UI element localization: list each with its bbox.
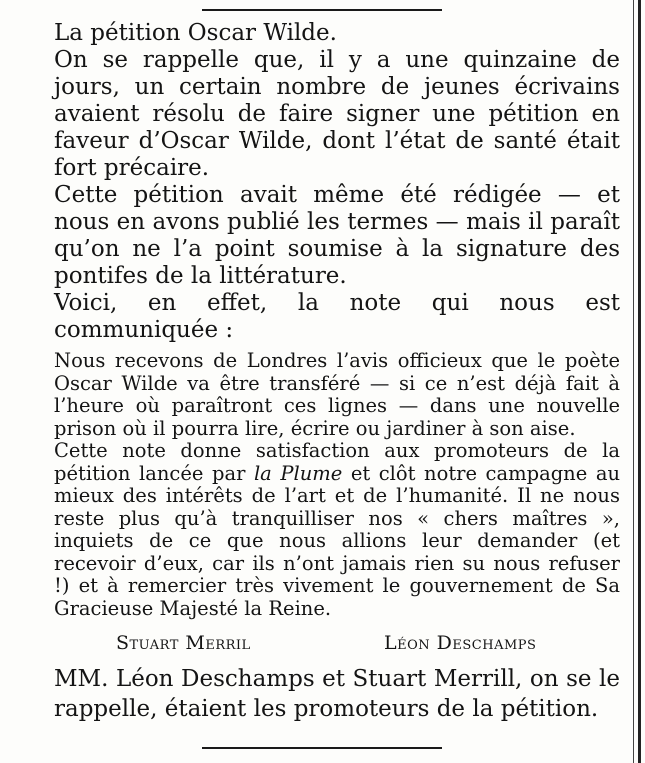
bottom-separator-rule: [202, 747, 442, 749]
paragraph-3: Voici, en effet, la note qui nous est communiquée :: [54, 290, 620, 343]
article-headline: La pétition Oscar Wilde.: [54, 20, 337, 46]
paragraph-2: Cette pétition avait même été rédigée — et nous en avons publié les termes — mais il paraît qu’on ne l’a point soumise à la signature des pontifes de la littérature.: [54, 182, 620, 289]
signature-stuart-merril: Stuart Merril: [116, 632, 251, 654]
signature-leon-deschamps: Léon Deschamps: [384, 632, 537, 654]
publication-name: la Plume: [253, 461, 343, 485]
quoted-comment-part-2: et clôt notre campagne au mieux des intérêts de l’art et de l’humanité. Il ne nous reste plus qu’à tranquilliser nos « chers maîtres », inquiets de ce que nous allions leur demander (et recevoir d’eux, car ils n’ont jamais rien su nous refuser !) et à remercier très vivement le gouvernement de Sa Gracieuse Majesté la Reine.: [54, 461, 621, 620]
top-separator-rule: [202, 9, 442, 11]
signatures: [54, 632, 620, 658]
quoted-note: Nous recevons de Londres l’avis officieux que le poète Oscar Wilde va être transféré — si ce n’est déjà fait à l’heure où paraîtront ces lignes — dans une nouvelle prison où il pourra lire, écrire ou jardiner à son aise.: [54, 349, 620, 440]
column-border: [638, 0, 641, 763]
quoted-comment-part-1: Cette note donne satisfaction aux promoteurs de la pétition lancée par: [54, 439, 620, 485]
article-column: [54, 20, 620, 724]
quoted-comment: [54, 440, 620, 620]
final-paragraph: MM. Léon Deschamps et Stuart Merrill, on se le rappelle, étaient les promoteurs de la pétition.: [54, 666, 620, 722]
paragraph-1: On se rappelle que, il y a une quinzaine de jours, un certain nombre de jeunes écrivains avaient résolu de faire signer une pétition en faveur d’Oscar Wilde, dont l’état de santé était fort précaire.: [54, 47, 620, 181]
